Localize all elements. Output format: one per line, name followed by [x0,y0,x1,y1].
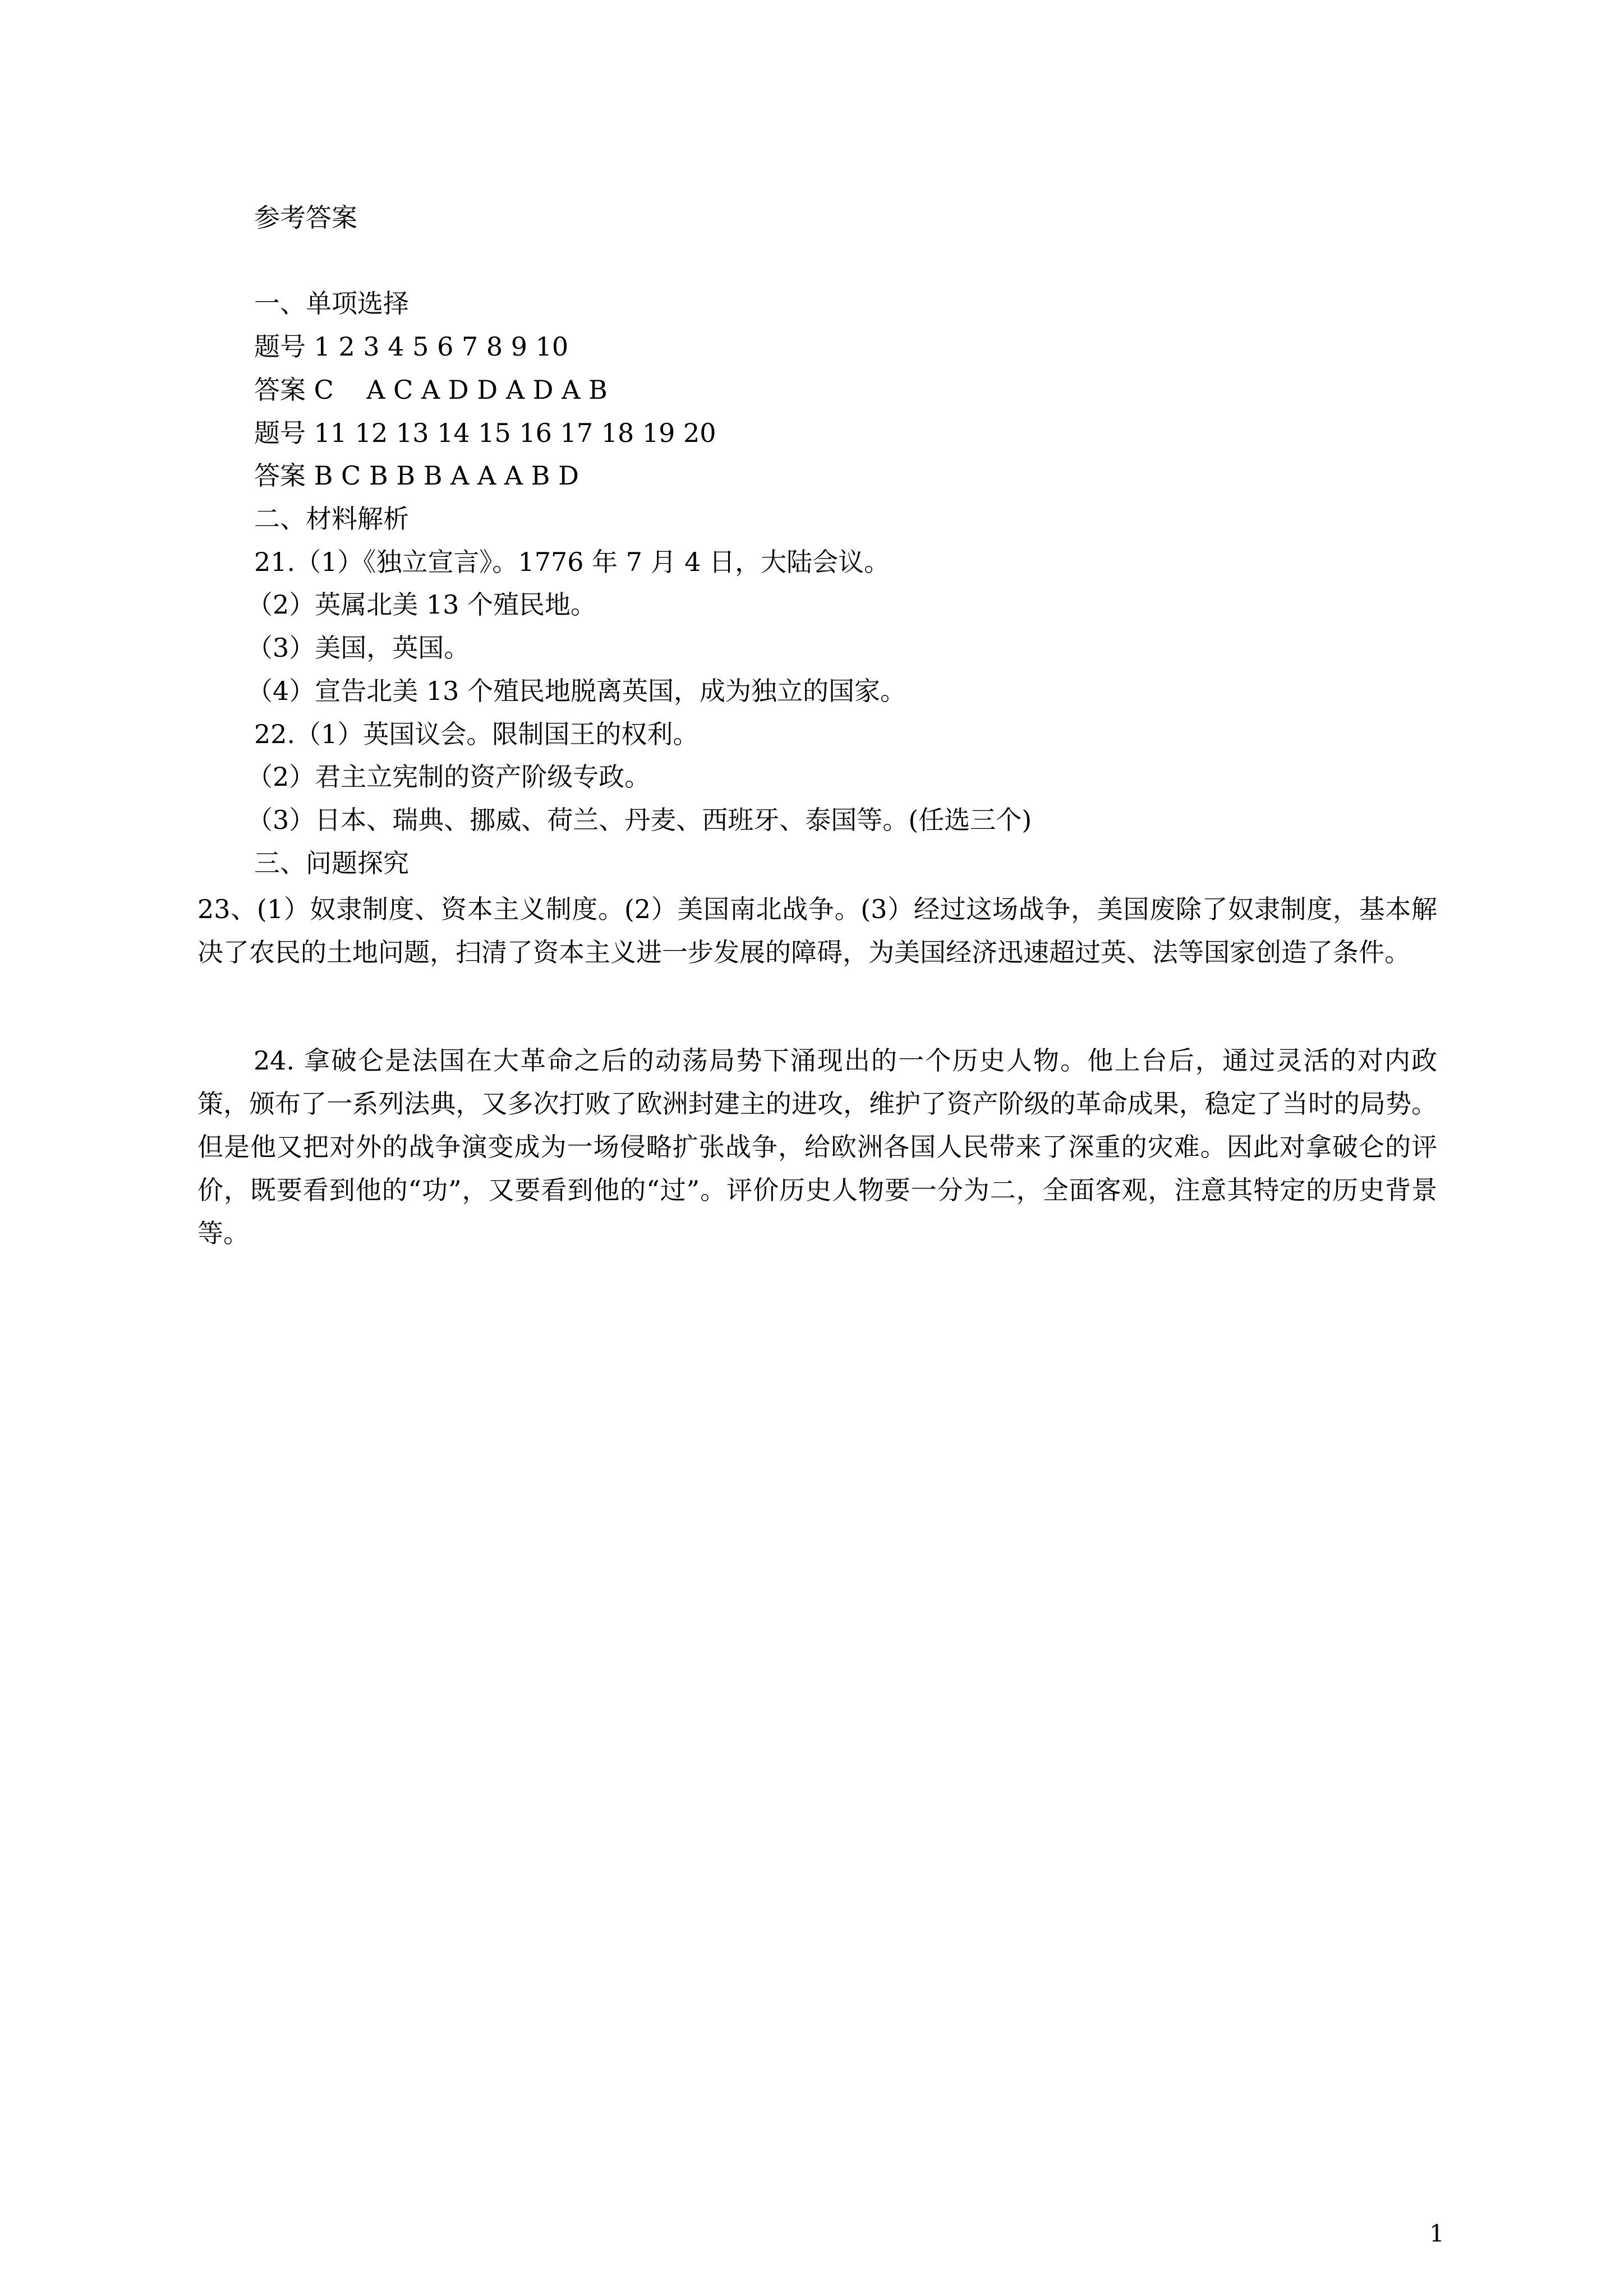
q24-answer: 24. 拿破仑是法国在大革命之后的动荡局势下涌现出的一个历史人物。他上台后，通过灵活的对内政策，颁布了一系列法典，又多次打败了欧洲封建主的进攻，维护了资产阶级的革命成果，稳定了当时的局势。但是他又把对外的战争演变成为一场侵略扩张战争，给欧洲各国人民带来了深重的灾难。因此对拿破仑的评价，既要看到他的“功”，又要看到他的“过”。评价历史人物要一分为二，全面客观，注意其特定的历史背景等。 [197,1045,1437,1248]
mc-row1-answers: 答案 C A C A D D A D A B [254,375,608,405]
mc-row2-numbers: 题号 11 12 13 14 15 16 17 18 19 20 [254,418,716,448]
page-number: 1 [1429,2220,1444,2247]
q21-part3: （3）美国，英国。 [247,633,470,663]
q23-answer: 23、(1）奴隶制度、资本主义制度。(2）美国南北战争。(3）经过这场战争，美国废除了奴隶制度，基本解决了农民的土地问题，扫清了资本主义进一步发展的障碍，为美国经济迅速超过英、法等国家创造了条件。 [197,894,1437,967]
mc-row1-numbers: 题号 1 2 3 4 5 6 7 8 9 10 [254,331,569,362]
section3-heading: 三、问题探究 [254,848,409,878]
mc-row2-answers: 答案 B C B B B A A A B D [254,460,579,491]
q22-part3: （3）日本、瑞典、挪威、荷兰、丹麦、西班牙、泰国等。(任选三个) [247,805,1032,835]
q21-part4: （4）宣告北美 13 个殖民地脱离英国，成为独立的国家。 [247,676,907,706]
q22-part1: 22.（1）英国议会。限制国王的权利。 [254,719,699,749]
q22-part2: （2）君主立宪制的资产阶级专政。 [247,762,651,792]
answer-key-title: 参考答案 [254,202,357,233]
q21-part1: 21.（1）《独立宣言》。1776 年 7 月 4 日，大陆会议。 [254,547,890,577]
section1-heading: 一、单项选择 [254,288,409,319]
section2-heading: 二、材料解析 [254,504,409,534]
q21-part2: （2）英属北美 13 个殖民地。 [247,589,597,620]
